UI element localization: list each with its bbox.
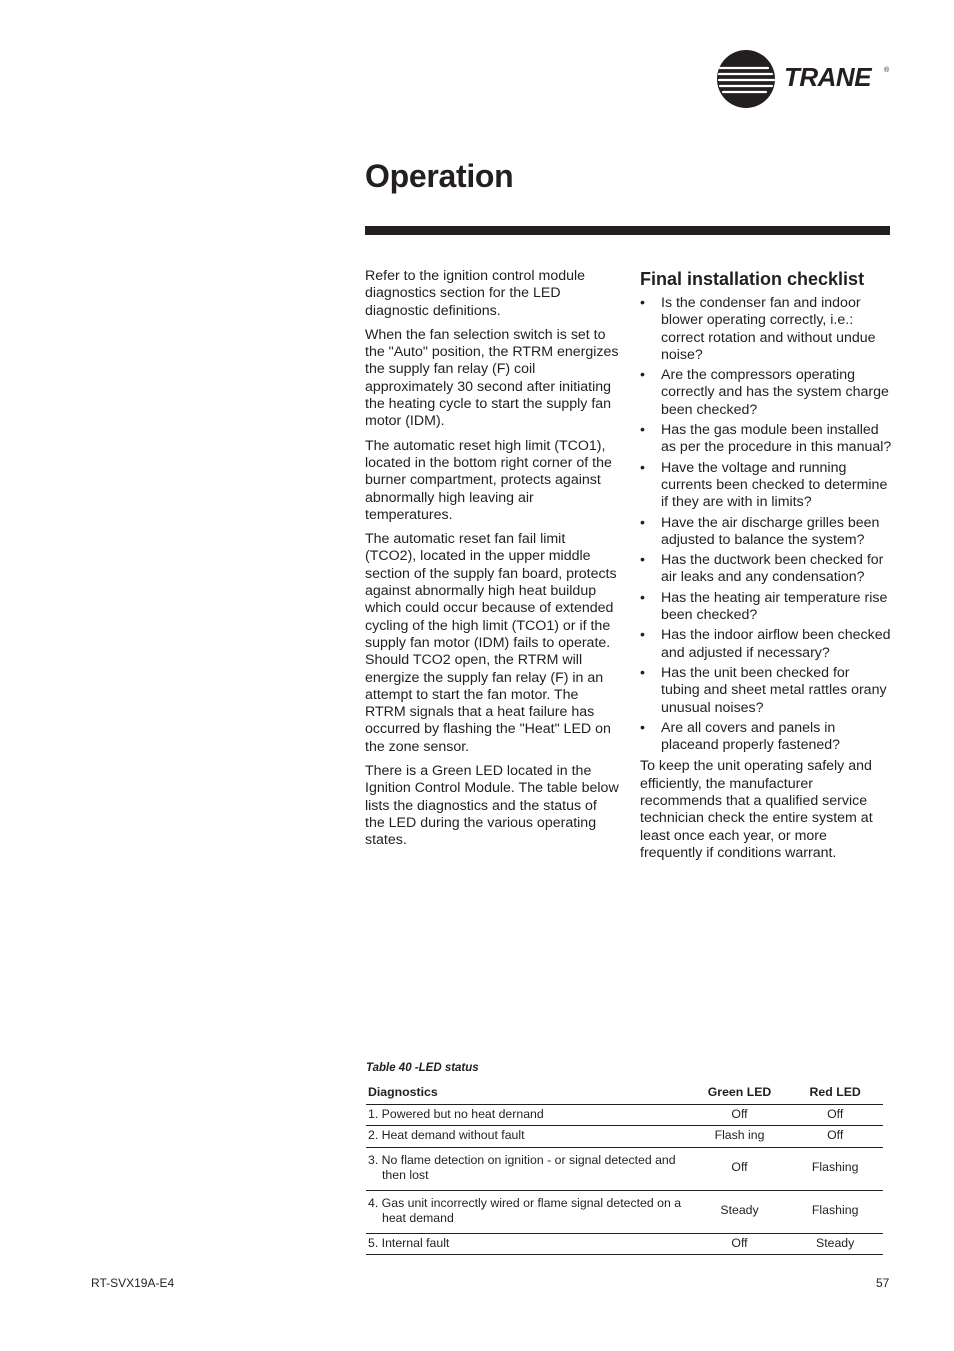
svg-text:®: ® bbox=[884, 67, 890, 74]
closing-paragraph: To keep the unit operating safely and efficiently, the manufacturer recommends that a qualified service technician check the entire system at least once each year, or more frequently if conditions warrant. bbox=[640, 758, 873, 861]
svg-text:TRANE: TRANE bbox=[784, 62, 872, 92]
table-cell: Off bbox=[787, 1126, 883, 1148]
bullet-icon: • bbox=[640, 627, 645, 644]
bullet-icon: • bbox=[640, 664, 645, 681]
list-item: • Has the unit been checked for tubing and sheet metal rattles orany unusual noises? bbox=[640, 664, 887, 716]
bullet-icon: • bbox=[640, 719, 645, 736]
table-cell: 3. No flame detection on ignition - or signal detected and then lost bbox=[366, 1147, 692, 1190]
list-item: • Have the voltage and running currents been checked to determine if they are with in limits? bbox=[640, 459, 888, 511]
table-cell: Off bbox=[787, 1104, 883, 1126]
bullet-icon: • bbox=[640, 422, 645, 439]
table-cell: 2. Heat demand without fault bbox=[366, 1126, 692, 1148]
table-cell: Steady bbox=[787, 1233, 883, 1255]
bullet-icon: • bbox=[640, 459, 645, 476]
document-id: RT-SVX19A-E4 bbox=[91, 1276, 175, 1290]
page-number: 57 bbox=[876, 1276, 890, 1290]
list-item: • Has the gas module been installed as per the procedure in this manual? bbox=[640, 422, 892, 456]
checklist-heading: Final installation checklist bbox=[640, 269, 865, 289]
table-row bbox=[366, 1233, 883, 1255]
bullet-icon: • bbox=[640, 295, 645, 311]
column-header: Diagnostics bbox=[366, 1083, 692, 1104]
table-cell: Off bbox=[692, 1233, 788, 1255]
bullet-icon: • bbox=[640, 367, 645, 384]
list-item: • Are all covers and panels in placeand properly fastened? bbox=[640, 719, 841, 754]
list-item: • Has the ductwork been checked for air leaks and any condensation? bbox=[640, 552, 884, 586]
list-item: • Has the heating air temperature rise been checked? bbox=[640, 589, 888, 624]
table-row bbox=[366, 1190, 883, 1233]
bullet-icon: • bbox=[640, 589, 645, 606]
list-item: • Has the indoor airflow been checked and adjusted if necessary? bbox=[640, 627, 891, 661]
checklist bbox=[640, 295, 892, 754]
table-header-row bbox=[366, 1083, 883, 1104]
table-row bbox=[366, 1147, 883, 1190]
table-row bbox=[366, 1104, 883, 1126]
table-cell: Off bbox=[692, 1104, 788, 1126]
right-column bbox=[640, 268, 892, 862]
led-status-table bbox=[366, 1083, 883, 1255]
paragraph: The automatic reset fan fail limit (TCO2), located in the upper middle section of the supply fan board, protects against abnormally high heat buildup which could occur because of extended cycling of the high limit (TCO1) or if the supply fan motor (IDM) fails to operate. Should TCO2 open, the RTRM will energize the supply fan relay (F) in an attempt to start the fan motor. The RTRM signals that a heat failure has occurred by flashing the "Heat" LED on the zone sensor. bbox=[365, 531, 617, 755]
page-title: Operation bbox=[365, 158, 514, 194]
table-cell: Flashing bbox=[787, 1190, 883, 1233]
table-cell: Off bbox=[692, 1147, 788, 1190]
table-cell: 1. Powered but no heat dernand bbox=[366, 1104, 692, 1126]
paragraph: The automatic reset high limit (TCO1), located in the bottom right corner of the burner compartment, protects against abnormally high leaving air temperatures. bbox=[365, 437, 612, 523]
column-header: Green LED bbox=[692, 1083, 788, 1104]
title-rule bbox=[365, 226, 890, 235]
column-header: Red LED bbox=[787, 1083, 883, 1104]
table-cell: 4. Gas unit incorrectly wired or flame signal detected on a heat demand bbox=[366, 1190, 692, 1233]
list-item: • Have the air discharge grilles been adjusted to balance the system? bbox=[640, 514, 880, 548]
paragraph: Refer to the ignition control module diagnostics section for the LED diagnostic definitions. bbox=[365, 268, 586, 319]
trane-logo bbox=[716, 48, 896, 110]
list-item: • Are the compressors operating correctly and has the system charge been checked? bbox=[640, 367, 889, 418]
table-cell: 5. Internal fault bbox=[366, 1233, 692, 1255]
table-cell: Flashing bbox=[787, 1147, 883, 1190]
bullet-icon: • bbox=[640, 552, 645, 569]
list-item: • Is the condenser fan and indoor blower operating correctly, i.e.: correct rotation and without undue noise? bbox=[640, 295, 876, 363]
table-cell: Steady bbox=[692, 1190, 788, 1233]
left-column bbox=[365, 268, 619, 857]
paragraph: When the fan selection switch is set to the "Auto" position, the RTRM energizes the supply fan relay (F) coil approximately 30 second after initiating the heating cycle to start the supply fan motor (IDM). bbox=[365, 326, 619, 430]
table-caption: Table 40 -LED status bbox=[366, 1062, 479, 1074]
table-cell: Flash ing bbox=[692, 1126, 788, 1148]
paragraph: There is a Green LED located in the Ignition Control Module. The table below lists the diagnostics and the status of the LED during the various operating states. bbox=[365, 763, 619, 849]
table-row bbox=[366, 1126, 883, 1148]
bullet-icon: • bbox=[640, 514, 645, 531]
